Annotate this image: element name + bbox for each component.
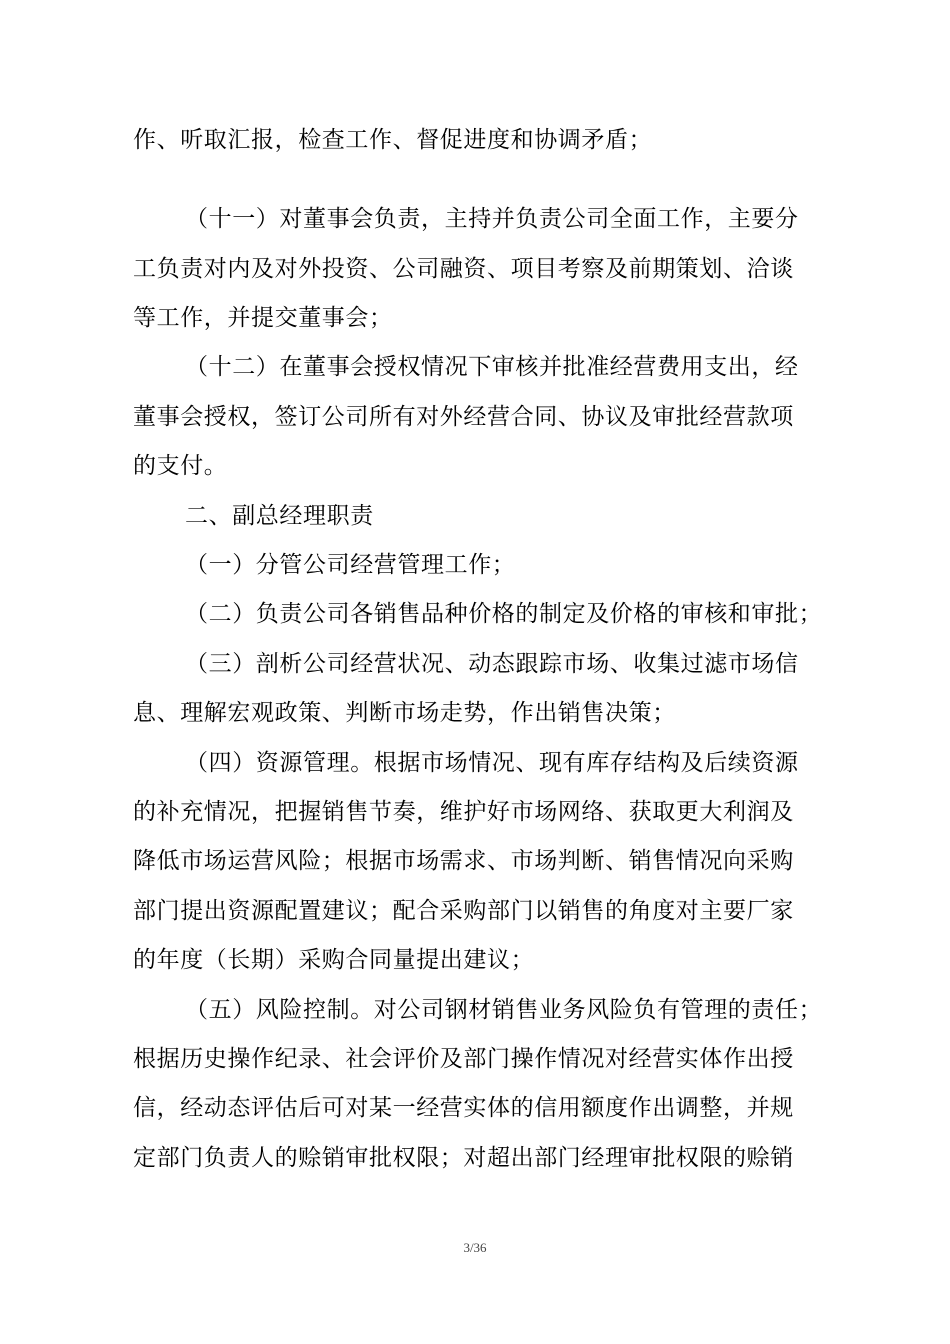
text-line: （三）剖析公司经营状况、动态跟踪市场、收集过滤市场信 xyxy=(185,651,799,677)
text-line: 董事会授权，签订公司所有对外经营合同、协议及审批经营款项 xyxy=(133,404,794,430)
text-line: 的补充情况，把握销售节奏，维护好市场网络、获取更大利润及 xyxy=(133,799,794,825)
section-heading: 二、副总经理职责 xyxy=(185,503,374,529)
text-line: 作、听取汇报，检查工作、督促进度和协调矛盾； xyxy=(133,127,653,153)
text-line: 等工作，并提交董事会； xyxy=(133,305,393,331)
text-line: 根据历史操作纪录、社会评价及部门操作情况对经营实体作出授 xyxy=(133,1046,794,1072)
text-line: 部门提出资源配置建议；配合采购部门以销售的角度对主要厂家 xyxy=(133,898,794,924)
text-line: （十二）在董事会授权情况下审核并批准经营费用支出，经 xyxy=(185,354,799,380)
text-line: （一）分管公司经营管理工作； xyxy=(185,552,516,578)
text-line: 信，经动态评估后可对某一经营实体的信用额度作出调整，并规 xyxy=(133,1095,794,1121)
text-line: 工负责对内及对外投资、公司融资、项目考察及前期策划、洽谈 xyxy=(133,256,794,282)
text-line: （四）资源管理。根据市场情况、现有库存结构及后续资源 xyxy=(185,750,799,776)
text-line: 定部门负责人的赊销审批权限；对超出部门经理审批权限的赊销 xyxy=(133,1145,794,1171)
page-number: 3/36 xyxy=(463,1240,487,1255)
text-line: 的年度（长期）采购合同量提出建议； xyxy=(133,947,535,973)
text-line: （二）负责公司各销售品种价格的制定及价格的审核和审批； xyxy=(185,601,823,627)
text-line: 降低市场运营风险；根据市场需求、市场判断、销售情况向采购 xyxy=(133,848,794,874)
text-line: （十一）对董事会负责，主持并负责公司全面工作，主要分 xyxy=(185,206,799,232)
text-line: 的支付。 xyxy=(133,453,228,479)
text-line: （五）风险控制。对公司钢材销售业务风险负有管理的责任； xyxy=(185,997,823,1023)
text-line: 息、理解宏观政策、判断市场走势，作出销售决策； xyxy=(133,700,676,726)
